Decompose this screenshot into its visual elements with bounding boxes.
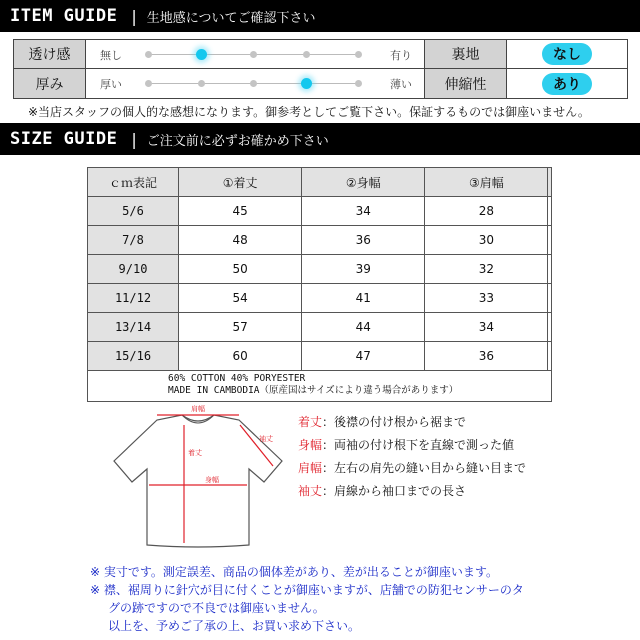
table-cell: 57 [179,313,302,342]
scale-right-label: 有り [390,49,412,62]
guide-property-value [507,69,627,98]
guide-label: 透け感 [14,40,86,68]
table-cell: 32 [425,255,548,284]
table-row [88,284,552,313]
table-cell: 47 [302,342,425,371]
table-cell: 30 [425,226,548,255]
table-row [88,226,552,255]
size-label: 15/16 [88,342,179,371]
table-cell: 41 [302,284,425,313]
column-header: ③肩幅 [425,168,548,197]
guide-property-value [507,40,627,68]
label-sleeve: 袖丈 [259,435,273,443]
scale-right-label: 薄い [390,78,412,91]
table-row [88,197,552,226]
legend-term: 袖丈 [298,484,323,498]
fabric-info-row [88,371,552,402]
legend-desc: ：左右の肩先の縫い目から縫い目まで [322,461,527,475]
table-cell [548,226,552,255]
column-header [548,168,552,197]
item-guide-header [0,0,640,32]
table-cell [548,342,552,371]
table-cell: 34 [302,197,425,226]
table-cell: 45 [179,197,302,226]
legend-item [298,482,526,505]
footer-note: ※ 実寸です。測定誤差、商品の個体差があり、差が出ることが御座います。 [90,565,498,579]
staff-note: ※当店スタッフの個人的な感想になります。御参考としてご覧下さい。保証するものでは御座いません。 [28,105,590,119]
table-cell: 54 [179,284,302,313]
size-label: 5/6 [88,197,179,226]
guide-row-thickness [14,69,627,98]
table-row [88,342,552,371]
fabric-info [88,371,552,402]
scale-dot [355,80,362,87]
fabric-guide [13,39,628,99]
scale-track [148,54,358,55]
scale-dot [303,51,310,58]
tshirt-diagram [112,403,284,551]
legend-term: 肩幅 [298,461,323,475]
size-label: 9/10 [88,255,179,284]
tshirt-outline [114,415,282,547]
legend-term: 身幅 [298,438,323,452]
label-shoulder: 肩幅 [191,405,205,413]
table-row [88,313,552,342]
header-separator: | [131,6,137,26]
scale-dot [355,51,362,58]
header-separator: | [131,129,137,149]
label-width: 身幅 [205,476,219,484]
label-length: 着丈 [188,449,202,457]
size-label: 7/8 [88,226,179,255]
table-cell [548,284,552,313]
table-cell: 34 [425,313,548,342]
guide-row-transparency [14,40,627,69]
item-guide-title: ITEM GUIDE [10,6,118,26]
table-cell: 60 [179,342,302,371]
column-header: ①着丈 [179,168,302,197]
footer-note: ※ 襟、裾周りに針穴が目に付くことが御座いますが、店舗での防犯センサーのタ [90,583,524,597]
table-cell: 44 [302,313,425,342]
legend-item [298,459,526,482]
column-header: ｃｍ表記 [88,168,179,197]
table-cell: 36 [425,342,548,371]
item-guide-subtitle: 生地感についてご確認下さい [146,10,316,26]
scale-dot [250,80,257,87]
table-cell [548,197,552,226]
legend-term: 着丈 [298,415,323,429]
size-label: 13/14 [88,313,179,342]
guide-scale [86,40,425,68]
scale-dot [145,51,152,58]
stretch-badge: あり [542,73,592,95]
legend-desc: ：肩線から袖口までの長さ [322,484,467,498]
size-guide-header [0,123,640,155]
table-cell: 33 [425,284,548,313]
scale-dot [250,51,257,58]
scale-dot-selected [196,49,207,60]
scale-dot [145,80,152,87]
table-cell: 28 [425,197,548,226]
table-cell: 36 [302,226,425,255]
size-label: 11/12 [88,284,179,313]
lining-badge: なし [542,43,592,65]
table-cell [548,313,552,342]
size-guide-title: SIZE GUIDE [10,129,118,149]
footer-note: グの跡ですので不良では御座いません。 [108,601,325,615]
guide-property-name: 裏地 [425,40,507,68]
footer-notes [90,563,524,635]
table-cell: 50 [179,255,302,284]
legend-desc: ：後襟の付け根から裾まで [322,415,467,429]
table-cell: 48 [179,226,302,255]
table-cell: 39 [302,255,425,284]
table-row [88,255,552,284]
fabric-origin: MADE IN CAMBODIA（原産国はサイズにより違う場合があります） [168,384,459,396]
scale-left-label: 無し [100,49,122,62]
table-header-row [88,168,552,197]
scale-dot [198,80,205,87]
size-table [87,167,552,402]
scale-left-label: 厚い [100,78,122,91]
footer-note: 以上を、予めご了承の上、お買い求め下さい。 [108,619,361,633]
column-header: ②身幅 [302,168,425,197]
legend-item [298,436,526,459]
guide-label: 厚み [14,69,86,98]
scale-track [148,83,358,84]
measurement-legend [298,413,526,505]
legend-item [298,413,526,436]
table-cell [548,255,552,284]
size-guide-subtitle: ご注文前に必ずお確かめ下さい [146,133,329,149]
scale-dot-selected [301,78,312,89]
guide-property-name: 伸縮性 [425,69,507,98]
legend-desc: ：両袖の付け根下を直線で測った値 [322,438,515,452]
fabric-composition: 60% COTTON 40% PORYESTER [168,373,306,384]
guide-scale [86,69,425,98]
